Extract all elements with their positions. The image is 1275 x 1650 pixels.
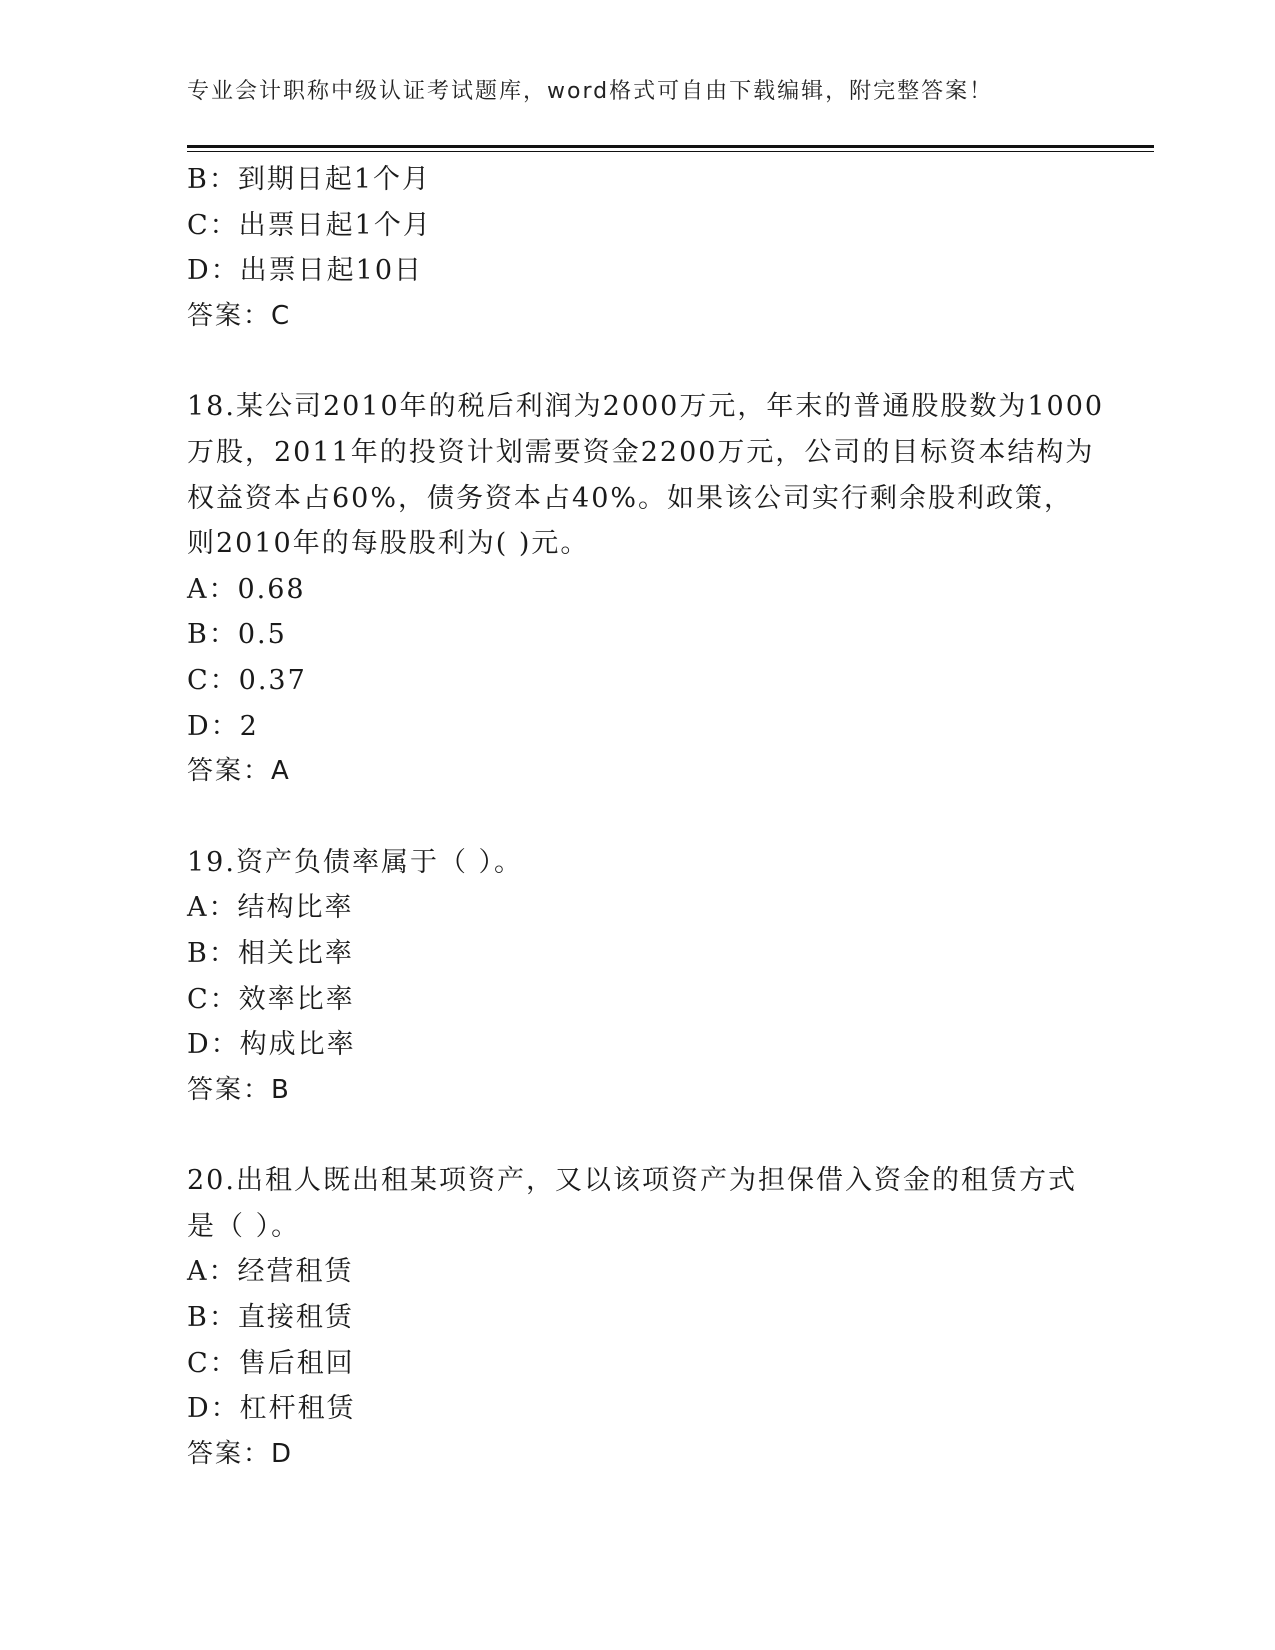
question-text: 20.出租人既出租某项资产，又以该项资产为担保借入资金的租赁方式	[187, 1165, 1077, 1197]
option-text: C：售后租回	[187, 1347, 355, 1379]
header-rule-thin	[187, 151, 1154, 152]
answer-text: 答案：C	[187, 300, 292, 331]
option-text: A：经营租赁	[187, 1256, 354, 1288]
option-text: B：到期日起1个月	[187, 164, 432, 195]
option-text: D：构成比率	[187, 1029, 356, 1061]
question-text: 权益资本占60%，债务资本占40%。如果该公司实行剩余股利政策，	[187, 482, 1074, 514]
option-text: C：效率比率	[187, 983, 355, 1015]
option-text: D：2	[187, 710, 259, 742]
question-text: 18.某公司2010年的税后利润为2000万元，年末的普通股股数为1000	[187, 391, 1105, 423]
option-text: A：0.68	[187, 573, 306, 605]
question-list	[187, 157, 1105, 1477]
option-text: B：直接租赁	[187, 1302, 354, 1334]
question-text: 万股，2011年的投资计划需要资金2200万元，公司的目标资本结构为	[187, 436, 1095, 468]
answer-text: 答案：D	[187, 1438, 294, 1469]
answer-text: 答案：A	[187, 756, 291, 787]
option-text: A：结构比率	[187, 892, 354, 924]
question-block	[187, 157, 1087, 339]
option-text: D：杠杆租赁	[187, 1393, 356, 1425]
option-text: C：0.37	[187, 664, 307, 696]
question-block	[187, 1158, 1087, 1477]
answer-text: 答案：B	[187, 1074, 291, 1105]
question-block	[187, 840, 1087, 1114]
question-text: 是（ ）。	[187, 1210, 301, 1242]
question-text: 19.资产负债率属于（ ）。	[187, 846, 524, 878]
option-text: B：0.5	[187, 619, 287, 651]
page-header: 专业会计职称中级认证考试题库，word格式可自由下载编辑，附完整答案！	[187, 79, 994, 104]
option-text: C：出票日起1个月	[187, 209, 432, 241]
option-text: D：出票日起10日	[187, 255, 424, 287]
question-text: 则2010年的每股股利为( )元。	[187, 528, 590, 560]
header-rule-thick	[187, 145, 1154, 148]
question-block	[187, 384, 1105, 794]
option-text: B：相关比率	[187, 937, 354, 969]
